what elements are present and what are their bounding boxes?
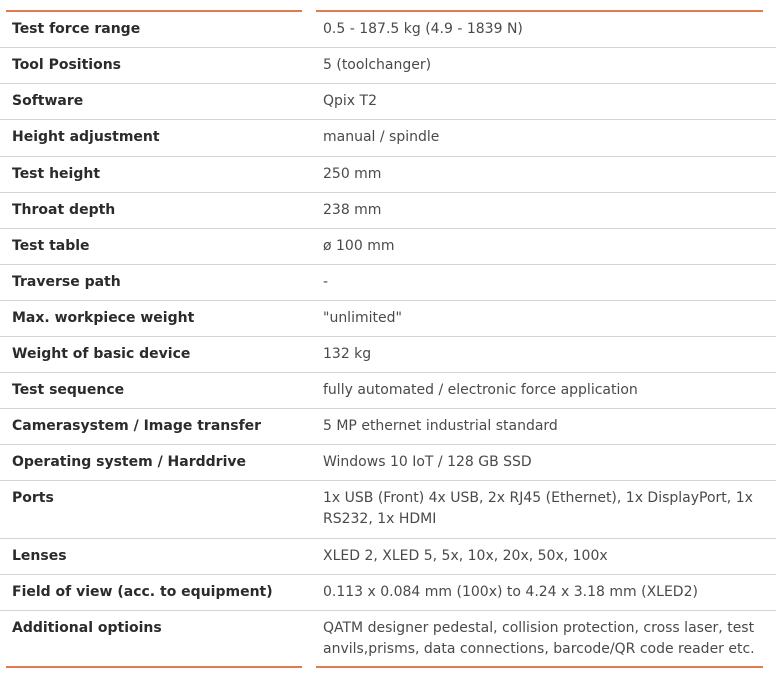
spec-value: 132 kg (323, 346, 372, 362)
spec-label: Additional optioins (12, 620, 162, 636)
spec-value: 0.113 x 0.084 mm (100x) to 4.24 x 3.18 mm (XLED2) (323, 584, 698, 600)
spec-value: Qpix T2 (323, 93, 377, 109)
spec-value: 1x USB (Front) 4x USB, 2x RJ45 (Ethernet), 1x DisplayPort, 1x RS232, 1x HDMI (323, 490, 753, 527)
spec-label: Weight of basic device (12, 346, 191, 362)
table-row (0, 12, 776, 48)
table-row (0, 481, 776, 539)
bottom-rule-left (6, 666, 302, 668)
spec-table (0, 12, 776, 668)
bottom-rule-right (316, 666, 763, 668)
spec-value: 5 MP ethernet industrial standard (323, 418, 558, 434)
table-row (0, 539, 776, 575)
spec-value: Windows 10 IoT / 128 GB SSD (323, 454, 532, 470)
spec-label: Height adjustment (12, 129, 160, 145)
spec-value: 5 (toolchanger) (323, 57, 432, 73)
spec-label: Max. workpiece weight (12, 310, 195, 326)
table-row (0, 48, 776, 84)
table-row (0, 337, 776, 373)
spec-label: Ports (12, 490, 54, 506)
spec-label: Test sequence (12, 382, 125, 398)
spec-label: Lenses (12, 548, 67, 564)
spec-value: QATM designer pedestal, collision protection, cross laser, test anvils,prisms, data connections, barcode/QR code reader etc. (323, 620, 755, 657)
spec-value: manual / spindle (323, 129, 440, 145)
spec-label: Software (12, 93, 84, 109)
spec-label: Test force range (12, 21, 141, 37)
spec-label: Test height (12, 166, 101, 182)
spec-label: Field of view (acc. to equipment) (12, 584, 273, 600)
spec-value: fully automated / electronic force application (323, 382, 638, 398)
table-row (0, 575, 776, 611)
spec-label: Tool Positions (12, 57, 122, 73)
spec-value: "unlimited" (323, 310, 402, 326)
spec-value: ø 100 mm (323, 238, 395, 254)
table-row (0, 157, 776, 193)
spec-label: Throat depth (12, 202, 116, 218)
table-row (0, 611, 776, 668)
table-row (0, 445, 776, 481)
spec-value: XLED 2, XLED 5, 5x, 10x, 20x, 50x, 100x (323, 548, 608, 564)
table-row (0, 373, 776, 409)
table-row (0, 229, 776, 265)
table-row (0, 120, 776, 157)
spec-label: Traverse path (12, 274, 121, 290)
spec-label: Test table (12, 238, 90, 254)
table-row (0, 301, 776, 337)
spec-value: 250 mm (323, 166, 382, 182)
spec-value: - (323, 274, 329, 290)
table-row (0, 193, 776, 229)
table-row (0, 409, 776, 445)
spec-value: 238 mm (323, 202, 382, 218)
spec-label: Camerasystem / Image transfer (12, 418, 262, 434)
table-row (0, 84, 776, 120)
spec-value: 0.5 - 187.5 kg (4.9 - 1839 N) (323, 21, 523, 37)
spec-label: Operating system / Harddrive (12, 454, 246, 470)
table-row (0, 265, 776, 301)
